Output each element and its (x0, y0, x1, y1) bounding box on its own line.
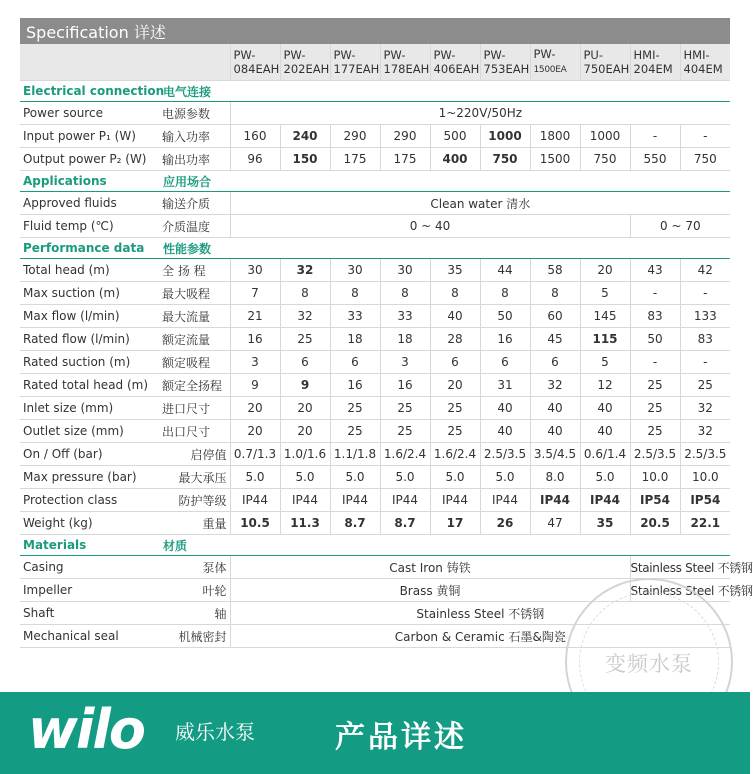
value-cell: 6 (330, 351, 380, 374)
section-label-cn: 材质 (160, 535, 230, 556)
row-performance (20, 305, 730, 328)
value-cell: 12 (580, 374, 630, 397)
value-cell: IP44 (480, 489, 530, 512)
row-label-cn: 出口尺寸 (160, 420, 230, 443)
value-cell: 240 (280, 125, 330, 148)
row-label-en: Mechanical seal (20, 625, 160, 648)
row-label-cn: 输出功率 (160, 148, 230, 171)
value-cell: 25 (630, 397, 680, 420)
value-cell: 83 (630, 305, 680, 328)
value-cell: 40 (580, 397, 630, 420)
value-cell: 175 (380, 148, 430, 171)
section-performance (20, 238, 730, 259)
model-header (580, 44, 630, 81)
value-cell: 3.5/4.5 (530, 443, 580, 466)
value-cell: 10.0 (630, 466, 680, 489)
row-label-en: On / Off (bar) (20, 443, 160, 466)
row-label-cn: 最大承压 (160, 466, 230, 489)
value-cell: 50 (480, 305, 530, 328)
value-cell: IP44 (530, 489, 580, 512)
value-cell: 8.0 (530, 466, 580, 489)
row-performance (20, 512, 730, 535)
span-value-b: 0 ~ 70 (630, 215, 730, 238)
value-cell: 16 (380, 374, 430, 397)
row-output-power (20, 148, 730, 171)
row-performance (20, 466, 730, 489)
span-value-b: Stainless Steel 不锈钢 (630, 556, 730, 579)
value-cell: 175 (330, 148, 380, 171)
value-cell: 25 (680, 374, 730, 397)
value-cell: 10.5 (230, 512, 280, 535)
value-cell: 20 (280, 420, 330, 443)
value-cell: 20 (430, 374, 480, 397)
value-cell: 8 (380, 282, 430, 305)
value-cell: 25 (380, 397, 430, 420)
value-cell: 25 (380, 420, 430, 443)
value-cell: IP54 (630, 489, 680, 512)
value-cell: 5.0 (430, 466, 480, 489)
value-cell: 8.7 (330, 512, 380, 535)
value-cell: IP44 (430, 489, 480, 512)
header-blank (20, 44, 230, 81)
value-cell: 8 (280, 282, 330, 305)
row-label-en: Protection class (20, 489, 160, 512)
spec-table (20, 18, 753, 648)
value-cell: 33 (380, 305, 430, 328)
value-cell: - (630, 125, 680, 148)
model-header (630, 44, 680, 81)
row-performance (20, 374, 730, 397)
value-cell: 2.5/3.5 (630, 443, 680, 466)
row-label-en: Shaft (20, 602, 160, 625)
model-header (430, 44, 480, 81)
value-cell: 500 (430, 125, 480, 148)
value-cell: 33 (330, 305, 380, 328)
value-cell: 18 (380, 328, 430, 351)
row-label-en: Outlet size (mm) (20, 420, 160, 443)
value-cell: IP44 (330, 489, 380, 512)
value-cell: 750 (580, 148, 630, 171)
value-cell: 145 (580, 305, 630, 328)
value-cell: 40 (530, 397, 580, 420)
value-cell: 1800 (530, 125, 580, 148)
model-prefix: PW- (283, 48, 306, 62)
section-fill (230, 535, 730, 556)
model-suffix: 406EAH (433, 62, 480, 76)
span-value: 0 ~ 40 (230, 215, 630, 238)
value-cell: 6 (530, 351, 580, 374)
stamp-text: 变频水泵 (605, 652, 693, 676)
value-cell: 16 (330, 374, 380, 397)
value-cell: 5 (580, 282, 630, 305)
row-label-en: Input power P₁ (W) (20, 125, 160, 148)
value-cell: 750 (680, 148, 730, 171)
value-cell: 25 (430, 420, 480, 443)
row-label-en: Approved fluids (20, 192, 160, 215)
wilo-logo: wilo (28, 698, 145, 761)
row-label-cn: 全 扬 程 (160, 259, 230, 282)
value-cell: 17 (430, 512, 480, 535)
value-cell: 0.6/1.4 (580, 443, 630, 466)
section-fill (230, 81, 730, 102)
model-suffix: 202EAH (283, 62, 330, 76)
value-cell: 83 (680, 328, 730, 351)
value-cell: 1000 (480, 125, 530, 148)
row-label-cn: 额定流量 (160, 328, 230, 351)
value-cell: - (630, 282, 680, 305)
value-cell: 750 (480, 148, 530, 171)
value-cell: 1.0/1.6 (280, 443, 330, 466)
value-cell: 6 (480, 351, 530, 374)
row-label-cn: 输送介质 (160, 192, 230, 215)
value-cell: 22.1 (680, 512, 730, 535)
value-cell: 7 (230, 282, 280, 305)
value-cell: IP44 (580, 489, 630, 512)
section-fill (230, 238, 730, 259)
value-cell: 8 (430, 282, 480, 305)
value-cell: 20 (580, 259, 630, 282)
value-cell: 20 (280, 397, 330, 420)
value-cell: 21 (230, 305, 280, 328)
value-cell: 1.6/2.4 (430, 443, 480, 466)
span-value: Cast Iron 铸铁 (230, 556, 630, 579)
row-label-cn: 轴 (160, 602, 230, 625)
value-cell: 30 (230, 259, 280, 282)
span-value-b: Stainless Steel 不锈钢 (630, 579, 730, 602)
row-label-cn: 最大吸程 (160, 282, 230, 305)
value-cell: 11.3 (280, 512, 330, 535)
row-label-cn: 机械密封 (160, 625, 230, 648)
value-cell: - (680, 282, 730, 305)
row-label-en: Power source (20, 102, 160, 125)
row-label-cn: 额定全扬程 (160, 374, 230, 397)
value-cell: 290 (330, 125, 380, 148)
value-cell: 133 (680, 305, 730, 328)
model-header (680, 44, 730, 81)
value-cell: 550 (630, 148, 680, 171)
value-cell: 1500 (530, 148, 580, 171)
value-cell: 35 (580, 512, 630, 535)
value-cell: IP44 (230, 489, 280, 512)
model-suffix: 750EAH (583, 62, 630, 76)
value-cell: 32 (530, 374, 580, 397)
value-cell: 20 (230, 397, 280, 420)
row-performance (20, 259, 730, 282)
value-cell: 115 (580, 328, 630, 351)
model-header (380, 44, 430, 81)
value-cell: 50 (630, 328, 680, 351)
value-cell: 6 (280, 351, 330, 374)
model-header (480, 44, 530, 81)
row-performance (20, 328, 730, 351)
value-cell: 6 (430, 351, 480, 374)
value-cell: 8 (530, 282, 580, 305)
row-label-en: Rated total head (m) (20, 374, 160, 397)
value-cell: 5.0 (230, 466, 280, 489)
model-header (230, 44, 280, 81)
row-label-cn: 额定吸程 (160, 351, 230, 374)
row-label-en: Rated suction (m) (20, 351, 160, 374)
value-cell: 42 (680, 259, 730, 282)
value-cell: 20 (230, 420, 280, 443)
model-prefix: HMI- (683, 48, 710, 62)
model-prefix: HMI- (633, 48, 660, 62)
spec-title: Specification 详述 (20, 18, 730, 44)
value-cell: 20.5 (630, 512, 680, 535)
value-cell: 0.7/1.3 (230, 443, 280, 466)
value-cell: 3 (380, 351, 430, 374)
section-label-cn: 电气连接 (160, 81, 230, 102)
model-prefix: PU- (583, 48, 604, 62)
value-cell: 9 (280, 374, 330, 397)
row-label-cn: 输入功率 (160, 125, 230, 148)
row-label-cn: 最大流量 (160, 305, 230, 328)
value-cell: 5.0 (380, 466, 430, 489)
row-performance (20, 282, 730, 305)
value-cell: 96 (230, 148, 280, 171)
model-prefix: PW- (233, 48, 256, 62)
row-performance (20, 351, 730, 374)
value-cell: 28 (430, 328, 480, 351)
span-value: Brass 黄铜 (230, 579, 630, 602)
footer-banner (0, 692, 750, 774)
row-label-en: Weight (kg) (20, 512, 160, 535)
value-cell: 400 (430, 148, 480, 171)
value-cell: 25 (630, 374, 680, 397)
value-cell: 32 (280, 259, 330, 282)
row-label-en: Total head (m) (20, 259, 160, 282)
row-fluid-temp (20, 215, 730, 238)
row-label-cn: 泵体 (160, 556, 230, 579)
value-cell: - (680, 351, 730, 374)
value-cell: 2.5/3.5 (480, 443, 530, 466)
span-value: Carbon & Ceramic 石墨&陶瓷 (230, 625, 730, 648)
value-cell: 25 (330, 397, 380, 420)
row-label-cn: 电源参数 (160, 102, 230, 125)
section-label-en: Electrical connection (20, 81, 160, 102)
value-cell: IP54 (680, 489, 730, 512)
value-cell: IP44 (380, 489, 430, 512)
model-header (330, 44, 380, 81)
value-cell: 3 (230, 351, 280, 374)
row-performance (20, 397, 730, 420)
value-cell: 290 (380, 125, 430, 148)
value-cell: 43 (630, 259, 680, 282)
row-label-en: Impeller (20, 579, 160, 602)
value-cell: 16 (230, 328, 280, 351)
section-applications (20, 171, 730, 192)
value-cell: 2.5/3.5 (680, 443, 730, 466)
section-label-en: Applications (20, 171, 160, 192)
value-cell: 58 (530, 259, 580, 282)
value-cell: 25 (330, 420, 380, 443)
row-performance (20, 443, 730, 466)
row-label-en: Inlet size (mm) (20, 397, 160, 420)
model-header (530, 44, 580, 81)
section-label-cn: 性能参数 (160, 238, 230, 259)
row-casing (20, 556, 730, 579)
span-value: Stainless Steel 不锈钢 (230, 602, 730, 625)
value-cell: 5.0 (280, 466, 330, 489)
page-title: 产品详述 (335, 720, 467, 755)
value-cell: 60 (530, 305, 580, 328)
value-cell: 9 (230, 374, 280, 397)
model-suffix: 204EM (633, 62, 673, 76)
span-value: Clean water 清水 (230, 192, 730, 215)
row-label-en: Max pressure (bar) (20, 466, 160, 489)
value-cell: 47 (530, 512, 580, 535)
value-cell: - (630, 351, 680, 374)
brand-name: 威乐水泵 (175, 720, 255, 744)
model-suffix: 753EAH (483, 62, 530, 76)
value-cell: 5 (580, 351, 630, 374)
value-cell: 5.0 (330, 466, 380, 489)
row-label-cn: 重量 (160, 512, 230, 535)
value-cell: 32 (680, 397, 730, 420)
row-approved-fluids (20, 192, 730, 215)
value-cell: 44 (480, 259, 530, 282)
model-header (280, 44, 330, 81)
row-label-cn: 启停值 (160, 443, 230, 466)
value-cell: - (680, 125, 730, 148)
value-cell: 5.0 (580, 466, 630, 489)
model-prefix: PW- (533, 47, 556, 61)
section-label-en: Materials (20, 535, 160, 556)
value-cell: 40 (480, 397, 530, 420)
row-label-en: Max suction (m) (20, 282, 160, 305)
value-cell: 25 (630, 420, 680, 443)
section-label-en: Performance data (20, 238, 160, 259)
title-row (20, 18, 730, 44)
value-cell: 45 (530, 328, 580, 351)
value-cell: 31 (480, 374, 530, 397)
model-prefix: PW- (383, 48, 406, 62)
span-value: 1~220V/50Hz (230, 102, 730, 125)
value-cell: 32 (680, 420, 730, 443)
value-cell: 40 (530, 420, 580, 443)
value-cell: 30 (330, 259, 380, 282)
section-label-cn: 应用场合 (160, 171, 230, 192)
value-cell: 40 (430, 305, 480, 328)
row-power-source (20, 102, 730, 125)
row-input-power (20, 125, 730, 148)
value-cell: IP44 (280, 489, 330, 512)
value-cell: 150 (280, 148, 330, 171)
value-cell: 35 (430, 259, 480, 282)
model-suffix: 1500EA (533, 65, 567, 75)
row-label-en: Casing (20, 556, 160, 579)
model-header-row (20, 44, 730, 81)
section-materials (20, 535, 730, 556)
value-cell: 18 (330, 328, 380, 351)
model-suffix: 177EAH (333, 62, 380, 76)
value-cell: 40 (480, 420, 530, 443)
row-label-en: Rated flow (l/min) (20, 328, 160, 351)
value-cell: 32 (280, 305, 330, 328)
value-cell: 1.6/2.4 (380, 443, 430, 466)
row-performance (20, 420, 730, 443)
value-cell: 25 (430, 397, 480, 420)
value-cell: 25 (280, 328, 330, 351)
value-cell: 1000 (580, 125, 630, 148)
value-cell: 1.1/1.8 (330, 443, 380, 466)
model-suffix: 178EAH (383, 62, 430, 76)
model-prefix: PW- (433, 48, 456, 62)
value-cell: 5.0 (480, 466, 530, 489)
model-prefix: PW- (483, 48, 506, 62)
value-cell: 8.7 (380, 512, 430, 535)
row-label-en: Output power P₂ (W) (20, 148, 160, 171)
row-label-cn: 进口尺寸 (160, 397, 230, 420)
row-performance (20, 489, 730, 512)
value-cell: 8 (480, 282, 530, 305)
value-cell: 30 (380, 259, 430, 282)
model-prefix: PW- (333, 48, 356, 62)
value-cell: 16 (480, 328, 530, 351)
value-cell: 160 (230, 125, 280, 148)
value-cell: 26 (480, 512, 530, 535)
row-label-cn: 防护等级 (160, 489, 230, 512)
section-electrical (20, 81, 730, 102)
row-label-en: Fluid temp (℃) (20, 215, 160, 238)
model-suffix: 084EAH (233, 62, 280, 76)
value-cell: 10.0 (680, 466, 730, 489)
model-suffix: 404EM (683, 62, 723, 76)
row-label-cn: 叶轮 (160, 579, 230, 602)
row-label-cn: 介质温度 (160, 215, 230, 238)
row-label-en: Max flow (l/min) (20, 305, 160, 328)
value-cell: 8 (330, 282, 380, 305)
value-cell: 40 (580, 420, 630, 443)
section-fill (230, 171, 730, 192)
